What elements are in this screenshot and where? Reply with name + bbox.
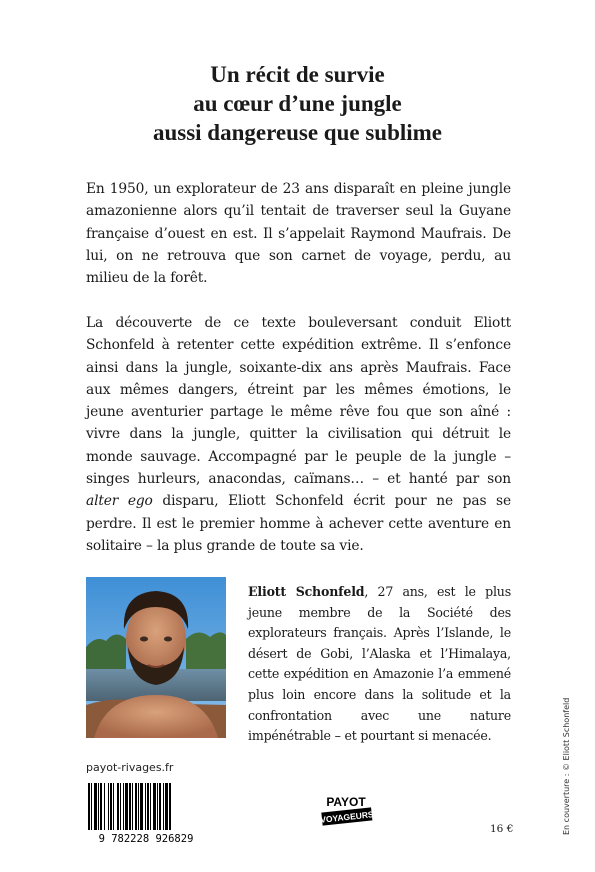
barcode-bar [98, 783, 99, 830]
author-photo [86, 577, 226, 738]
title-line-2: au cœur d’une jungle [193, 91, 402, 116]
back-cover-title [0, 60, 595, 147]
barcode-graphic [86, 781, 206, 845]
publisher-logo-graphic [318, 794, 376, 830]
barcode-bar [140, 783, 143, 830]
synopsis-paragraph-2 [86, 312, 511, 557]
barcode-bar [147, 783, 149, 830]
barcode-bar [100, 783, 102, 830]
barcode-bar [129, 783, 131, 830]
cover-photo-credit: En couverture : © Eliott Schonfeld [562, 697, 571, 835]
author-name: Eliott Schonfeld [248, 584, 365, 599]
publisher-website: payot-rivages.fr [86, 761, 174, 774]
barcode-bar [120, 783, 121, 830]
logo-bottom-text: VOYAGEURS [319, 809, 375, 825]
barcode-bar [159, 783, 161, 830]
barcode-bar [135, 783, 137, 830]
synopsis-paragraph-2-part-2: disparu, Eliott Schonfeld écrit pour ne pas se perdre. Il est le premier homme à achever cette aventure en solitaire – la plus grande de toute sa vie. [86, 493, 511, 554]
price-label: 16 € [490, 823, 514, 835]
barcode-bar [125, 783, 128, 830]
isbn-barcode [86, 781, 206, 845]
barcode-bar [113, 783, 114, 830]
synopsis-italic-phrase: alter ego [86, 493, 153, 510]
barcode-bar [163, 783, 164, 830]
barcode-bar [150, 783, 151, 830]
barcode-bar [117, 783, 119, 830]
barcode-bar [88, 783, 90, 830]
payot-voyageurs-logo [318, 794, 376, 830]
barcode-bar [145, 783, 146, 830]
title-line-1: Un récit de survie [210, 62, 385, 87]
author-bio-text: , 27 ans, est le plus jeune membre de la Société des explorateurs français. Après l’Islande, le désert de Gobi, l’Alaska et l’Himalaya, cette expédition en Amazonie l’a emmené plus loin encore dans la solitude et la confrontation avec une nature impénétrable – et pourtant si menacée. [248, 584, 511, 744]
synopsis-paragraph-1: En 1950, un explorateur de 23 ans disparaît en pleine jungle amazonienne alors qu’il tentait de traverser seul la Guyane française d’ouest en est. Il s’appelait Raymond Maufrais. De lui, on ne retrouva que son carnet de voyage, perdu, au milieu de la forêt. [86, 181, 511, 287]
logo-top-text: PAYOT [326, 795, 366, 809]
author-portrait-image [86, 577, 226, 738]
barcode-bar [153, 783, 156, 830]
barcode-bar [94, 783, 97, 830]
barcode-bar [157, 783, 158, 830]
barcode-bar [104, 783, 105, 830]
barcode-bar [165, 783, 168, 830]
barcode-bar [123, 783, 124, 830]
title-line-3: aussi dangereuse que sublime [152, 120, 443, 145]
barcode-bar [132, 783, 133, 830]
barcode-number: 9 782228 926829 [98, 833, 194, 845]
barcode-bar [110, 783, 112, 830]
barcode-bar [91, 783, 92, 830]
barcode-bar [108, 783, 109, 830]
synopsis-paragraph-2-part-1: La découverte de ce texte bouleversant conduit Eliott Schonfeld à retenter cette expédition extrême. Il s’enfonce ainsi dans la jungle, soixante-dix ans après Maufrais. Face aux mêmes dangers, étreint par les mêmes émotions, le jeune aventurier partage le même rêve fou que son aîné : vivre dans la jungle, quitter la civilisation qui détruit le monde sauvage. Accompagné par le peuple de la jungle – singes hurleurs, anacondas, caïmans… – et hanté par son [86, 315, 511, 488]
author-bio [248, 582, 511, 747]
barcode-bar [169, 783, 171, 830]
barcode-bar [138, 783, 139, 830]
